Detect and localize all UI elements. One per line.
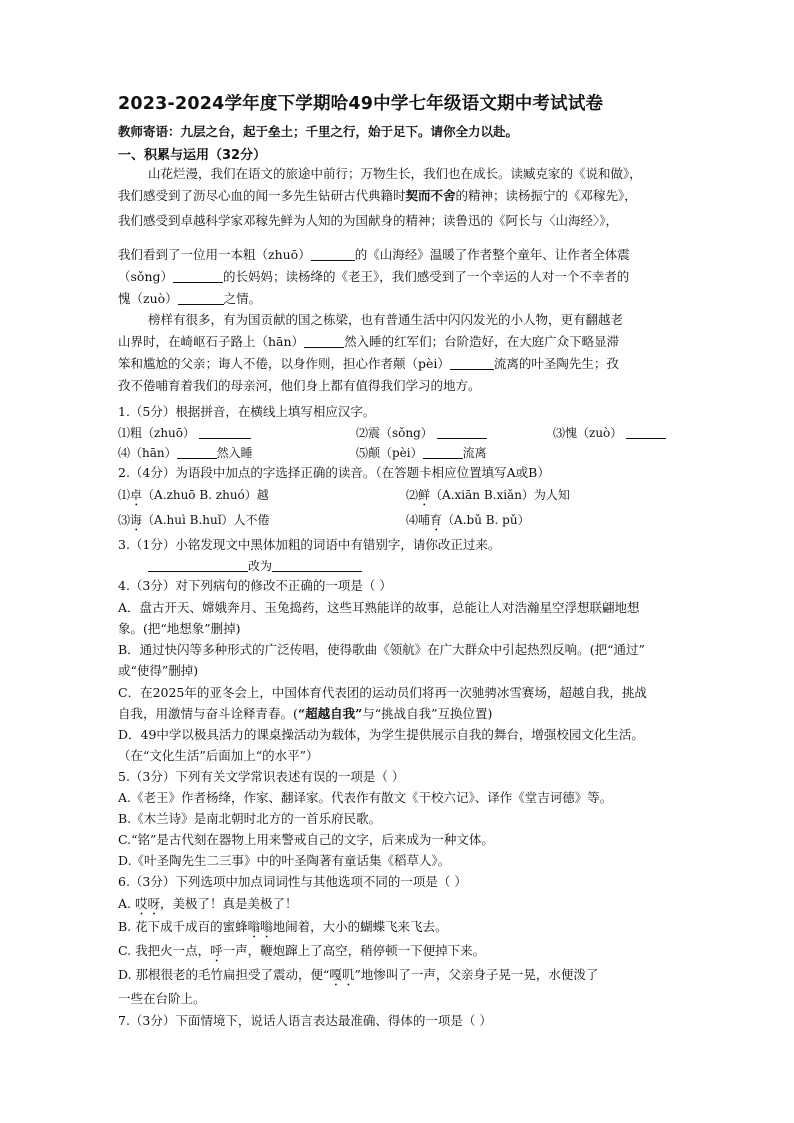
q6-option-b (118, 919, 678, 941)
bold-phrase: “超越自我” (297, 706, 363, 721)
answer-blank[interactable] (199, 426, 251, 439)
q1-item-suffix: 流离 (462, 446, 487, 460)
option-text: B. 花下成千成百的蜜蜂 (118, 919, 248, 934)
answer-blank[interactable] (626, 426, 666, 439)
passage-text: 我们感受到卓越科学家邓稼先鲜为人知的为国献身的精神；读鲁迅的《阿长与〈山海经〉》， (118, 213, 619, 228)
q2-num: ⑵ (406, 488, 419, 502)
passage-line (148, 166, 678, 182)
answer-blank[interactable] (304, 335, 344, 348)
option-text: 地闹着，大小的蝴蝶飞来飞去。 (272, 919, 448, 934)
question-7-stem: 7.（3分）下面情境下，说话人语言表达最准确、得体的一项是（ ） (118, 1013, 492, 1028)
q1-item-1 (118, 425, 251, 441)
q4-option-c: C．在2025年的亚冬会上，中国体育代表团的运动员们将再一次驰骋冰雪赛场，超越自我，挑战 (118, 685, 647, 700)
dotted-word: 呼 (210, 943, 223, 958)
q2-choices: （A.huì B.huǐ）人不倦 (142, 513, 270, 527)
question-2-stem: 2.（4分）为语段中加点的字选择正确的读音。（在答题卡相应位置填写A或B） (118, 465, 550, 480)
passage-line (118, 269, 678, 285)
passage-line (118, 334, 678, 350)
passage-line (118, 247, 678, 263)
answer-blank[interactable] (437, 426, 487, 439)
q1-item-4 (118, 445, 253, 461)
option-text: ”地惨叫了一声，父亲身子晃一晃，水便泼了 (354, 967, 599, 982)
q2-option-4 (406, 512, 530, 534)
q1-item-label: ⑶愧（zuò） (553, 426, 623, 440)
q4-option-a-cont: 象。(把“地想象”删掉) (118, 621, 241, 636)
q1-item-label: ⑷（hān） (118, 446, 177, 460)
bold-error-word: 契而不舍 (405, 188, 456, 203)
passage-text: 我们感受到了沥尽心血的闻一多先生钻研古代典籍时 (118, 188, 406, 203)
q4-option-c-cont (118, 706, 678, 722)
answer-blank[interactable] (311, 248, 355, 261)
question-6-stem: 6.（3分）下列选项中加点词词性与其他选项不同的一项是（ ） (118, 874, 467, 889)
passage-line (118, 378, 678, 394)
section-heading: 一、积累与运用（32分） (118, 148, 267, 163)
answer-blank[interactable] (423, 446, 463, 459)
passage-text: 的《山海经》温暖了作者整个童年、让作者全体震 (354, 247, 630, 262)
passage-line (118, 356, 678, 372)
option-label: A. (118, 896, 135, 911)
q4-option-b: B．通过快闪等多种形式的广泛传唱，使得歌曲《领航》在广大群众中引起热烈反响。(把“通过” (118, 642, 645, 657)
q5-option-b: B.《木兰诗》是南北朝时北方的一首乐府民歌。 (118, 811, 382, 826)
q2-option-2 (406, 487, 570, 509)
question-3-stem: 3.（1分）小铭发现文中黑体加粗的词语中有错别字，请你改正过来。 (118, 537, 501, 552)
passage-text: 愧（zuò） (118, 291, 178, 306)
passage-text: 之情。 (223, 291, 262, 306)
passage-text: 流离的叶圣陶先生；孜 (493, 356, 619, 371)
q2-option-3 (118, 512, 270, 534)
option-text: C. 我把火一点， (118, 943, 211, 958)
answer-blank[interactable] (178, 292, 224, 305)
q4-option-d-cont: （在“文化生活”后面加上“的水平”） (118, 748, 319, 763)
option-text: D. 那根很老的毛竹扁担受了震动，便“ (118, 967, 330, 982)
passage-text: 榜样有很多，有为国贡献的国之栋梁，也有普通生活中闪闪发光的小人物，更有翻越老 (148, 312, 624, 327)
dotted-word: 嗡嗡 (247, 919, 273, 934)
q2-option-1 (118, 487, 269, 509)
question-1-stem: 1.（5分）根据拼音，在横线上填写相应汉字。 (118, 404, 376, 419)
option-text: ，美极了！真是美极了！ (160, 896, 298, 911)
exam-title: 2023-2024学年度下学期哈49中学七年级语文期中考试试卷 (118, 94, 604, 114)
q2-choices: （A.bǔ B. pǔ） (442, 513, 530, 527)
passage-text: 山花烂漫，我们在语文的旅途中前行；万物生长，我们也在成长。读臧克家的《说和做》， (148, 166, 642, 181)
q6-option-c (118, 943, 678, 965)
q4-option-a: A．盘古开天、嫦娥奔月、玉兔捣药，这些耳熟能详的故事，总能让人对浩瀚星空浮想联翩地想 (118, 600, 640, 615)
dotted-word: 哎呀 (134, 896, 160, 911)
passage-text: 然入睡的红军们；台阶造好，在大庭广众下略显滞 (344, 334, 620, 349)
q6-option-a (118, 896, 678, 918)
q5-option-a: A.《老王》作者杨绛，作家、翻译家。代表作有散文《干校六记》、译作《堂吉诃德》等。 (118, 790, 613, 805)
change-to-label: 改为 (248, 559, 273, 573)
q1-item-5 (356, 445, 487, 461)
q2-num: ⑴ (118, 488, 131, 502)
passage-text: （sǒng） (118, 269, 173, 284)
q2-num: ⑶ (118, 513, 131, 527)
passage-text: 的长妈妈；读杨绛的《老王》，我们感受到了一个幸运的人对一个不幸者的 (223, 269, 630, 284)
passage-text: 的精神；读杨振宁的《邓稼先》， (455, 188, 637, 203)
passage-line (148, 312, 678, 328)
q1-item-label: ⑸颠（pèi） (356, 446, 423, 460)
question-5-stem: 5.（3分）下列有关文学常识表述有误的一项是（ ） (118, 769, 405, 784)
q2-choices: （A.zhuō B. zhuó）越 (142, 488, 269, 502)
dotted-char: 卓 (130, 488, 143, 502)
passage-text: 山界时，在崎岖石子路上（hān） (118, 334, 305, 349)
q4-option-d: D．49中学以极具活力的课桌操活动为载体，为学生提供展示自我的舞台，增强校园文化生活。 (118, 727, 644, 742)
dotted-char: 诲 (130, 513, 143, 527)
dotted-char: 育 (430, 513, 443, 527)
question-4-stem: 4.（3分）对下列病句的修改不正确的一项是（ ） (118, 578, 392, 593)
answer-blank[interactable] (173, 270, 223, 283)
passage-line (118, 291, 678, 307)
teacher-message: 教师寄语：九层之台，起于垒土；千里之行，始于足下。请你全力以赴。 (118, 124, 519, 139)
q1-item-label: ⑵震（sǒng） (356, 426, 433, 440)
passage-text: 我们看到了一位用一本粗（zhuō） (118, 247, 311, 262)
option-text: 自我，用激情与奋斗诠释青春。( (118, 706, 298, 721)
q4-option-b-cont: 或“使得”删掉) (118, 663, 199, 678)
passage-line (118, 188, 678, 204)
q6-option-d (118, 967, 678, 989)
q5-option-d: D.《叶圣陶先生二三事》中的叶圣陶著有童话集《稻草人》。 (118, 853, 451, 868)
passage-text: 笨和尴尬的父亲；诲人不倦，以身作则，担心作者颠（pèi） (118, 356, 450, 371)
option-text: 一声，鞭炮蹿上了高空，稍停顿一下便掉下来。 (222, 943, 486, 958)
answer-blank[interactable] (148, 559, 248, 572)
q5-option-c: C.“铭”是古代刻在器物上用来警戒自己的文字，后来成为一种文体。 (118, 832, 494, 847)
q2-num: ⑷哺 (406, 513, 431, 527)
q1-item-suffix: 然入睡 (216, 446, 253, 460)
answer-blank[interactable] (272, 559, 362, 572)
answer-blank[interactable] (177, 446, 217, 459)
q3-answer-row (148, 558, 362, 574)
dotted-char: 鲜 (418, 488, 431, 502)
q6-option-d-cont: 一些在台阶上。 (118, 991, 206, 1006)
passage-text: 孜不倦哺育着我们的母亲河，他们身上都有值得我们学习的地方。 (118, 378, 481, 393)
passage-line (118, 213, 678, 229)
q2-choices: （A.xiān B.xiǎn）为人知 (430, 488, 570, 502)
q1-item-2 (356, 425, 487, 441)
dotted-word: 嘎叽 (329, 967, 355, 982)
q1-item-label: ⑴粗（zhuō） (118, 426, 196, 440)
answer-blank[interactable] (450, 357, 494, 370)
q1-item-3 (553, 425, 666, 441)
option-text: 与“挑战自我”互换位置) (362, 706, 493, 721)
